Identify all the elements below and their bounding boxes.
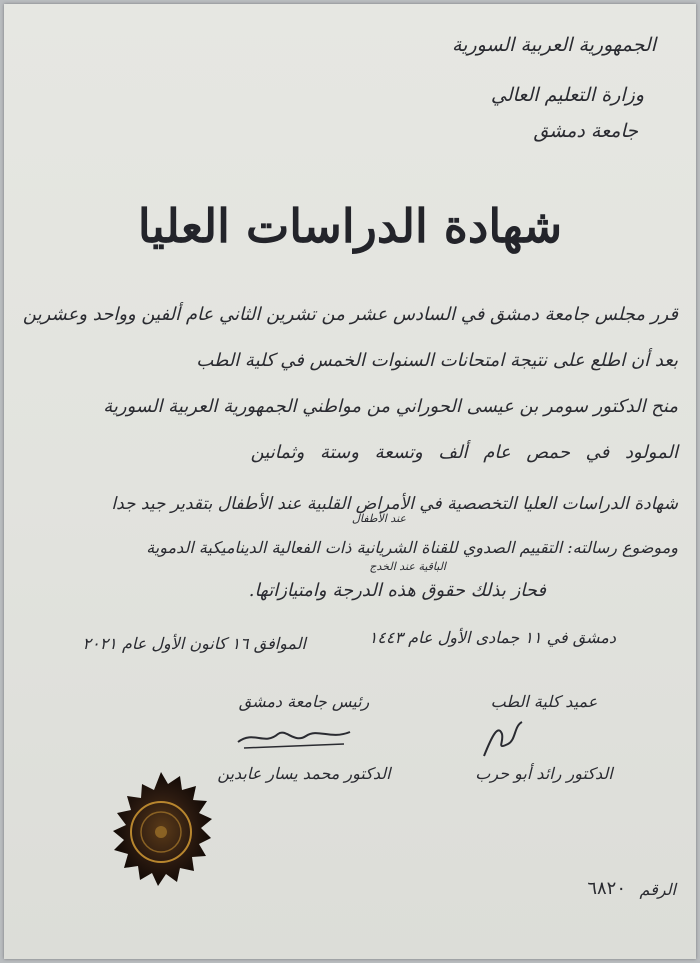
president-signature-icon [234,720,354,754]
dean-name: الدكتور رائد أبو حرب [475,764,613,783]
body-line-6: وموضوع رسالته: التقييم الصدوي للقناة الشريانية ذات الفعالية الديناميكية الدموية [146,538,678,557]
body-line-5-note: عند الأطفال [351,512,406,525]
header-republic: الجمهورية العربية السورية [451,34,656,56]
number-value: ٦٨٢٠ [587,878,626,899]
date-gregorian: الموافق ١٦ كانون الأول عام ٢٠٢١ [82,634,306,653]
header-ministry: وزارة التعليم العالي [490,84,644,106]
certificate-sheet [4,4,696,959]
body-line-3: منح الدكتور سومر بن عيسى الحوراني من مواطني الجمهورية العربية السورية [103,396,678,417]
body-line-4: المولود في حمص عام ألف وتسعة وستة وثمانين [250,442,678,463]
number-label: الرقم [639,880,676,899]
body-line-1: قرر مجلس جامعة دمشق في السادس عشر من تشرين الثاني عام ألفين وواحد وعشرين [22,304,678,325]
president-title: رئيس جامعة دمشق [238,692,370,711]
header-university: جامعة دمشق [533,120,638,142]
body-line-2: بعد أن اطلع على نتيجة امتحانات السنوات الخمس في كلية الطب [196,350,678,371]
dean-title: عميد كلية الطب [490,692,598,711]
certificate-title: شهادة الدراسات العليا [137,199,563,253]
date-hijri: دمشق في ١١ جمادى الأول عام ١٤٤٣ [368,628,616,647]
body-line-6-note: الباقية عند الخدج [369,560,446,573]
body-line-5: شهادة الدراسات العليا التخصصية في الأمراض القلبية عند الأطفال بتقدير جيد جدا [111,494,678,514]
gold-seal-icon [96,770,226,900]
dean-signature-icon [474,716,534,762]
president-name: الدكتور محمد يسار عابدين [217,764,391,783]
body-line-7: فحاز بذلك حقوق هذه الدرجة وامتيازاتها. [248,580,546,601]
